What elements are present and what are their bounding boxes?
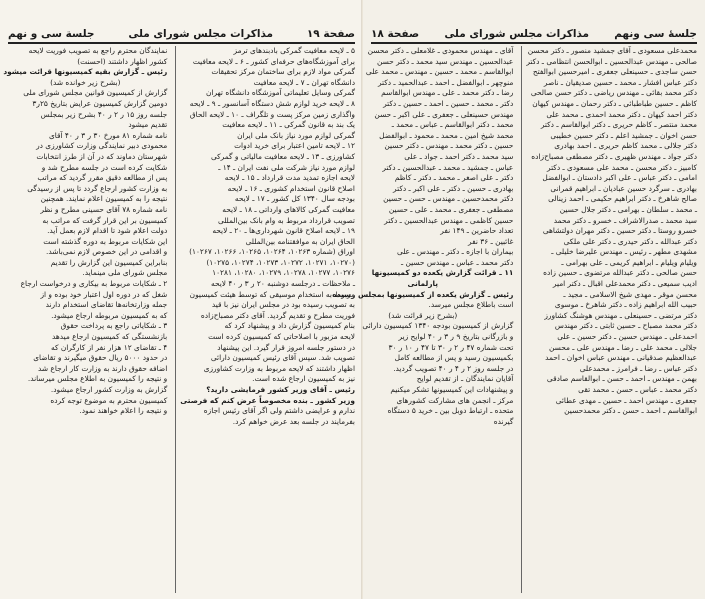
text-line: بهادری ـ حسین ـ دکتر ـ علی اکبر ـ دکتر: [393, 183, 514, 193]
text-line: سید محمد ـ دکتر احمد ـ جواد ـ علی: [404, 151, 514, 161]
text-line: بنام کمیسیون گزارش داد و پیشنهاد کرد که: [224, 321, 355, 331]
text-line: مربوط به استخدام موسیقی که توسط هیئت کمیسیون: [189, 289, 355, 299]
left-page-columns: [3, 46, 355, 593]
text-line: ۱۱ ـ قرائت گزارش یکعده دو کمیسیونها: [371, 268, 514, 278]
text-line: یک بند به قانون گمرکی ـ ۱۱ ـ لایحه معافیت: [222, 120, 355, 130]
text-line: تقدیم میشود: [128, 120, 168, 130]
text-line: کشور اظهار داشتند (احسنت): [77, 56, 168, 66]
text-line: عبدالحسین ـ مهندس سید محمد ـ دکتر حسن: [376, 56, 514, 66]
text-line: ـ ملاحظات ـ درجلسه دوشنبه ۲۰ ر ۳ ر ۴۰ لایحه: [210, 279, 355, 289]
text-line: کشاورزی ـ ۱۳ ـ لایحه معافیت مالیاتی و گمرکی: [210, 151, 355, 161]
text-line: ۲ ـ شکایات مربوط به بیکاری و درخواست ارجاع: [20, 279, 168, 289]
text-line: دکتر ـ محمد ـ حسین ـ احمد ـ حسین ـ دکتر: [383, 98, 514, 108]
text-line: صالح شاهرخ ـ دکتر ابراهیم حکیمی ـ احمد زینالی: [548, 194, 697, 204]
text-line: نامه شماره ۸۱ مورخ ۳۰ ر ۳ ر ۴۰ آقای: [48, 130, 168, 140]
text-line: دکتر محمد ـ عباس ـ مهندس حسین ـ: [400, 257, 514, 267]
text-line: دکتر جواد ـ مهندس ظهیری ـ دکتر مصطفی مصباح‌زاده: [531, 151, 697, 161]
text-line: تعداد حاضرین ـ ۱۴۹ نفر: [440, 226, 514, 236]
text-line: غائبین ـ ۳۶ نفر: [468, 236, 514, 246]
text-line: لایحه اجازه تمدید مدت قرارداد ـ ۱۵ ـ لایحه: [224, 173, 355, 183]
text-line: آقای ـ مهندس محمودی ـ غلامعلی ـ دکتر محسن: [367, 46, 514, 55]
text-line: دولت اعلام شود تا اقدام لازم بعمل آید.: [47, 226, 168, 236]
text-line: حسین ـ دکتر محمد ـ مهندس ـ دکتر حسین: [384, 141, 514, 151]
text-line: رضا ـ دکتر محمد ـ علی ـ مهندس ابوالقاسم: [381, 88, 514, 98]
text-line: اوراق (شماره ۱۰۲۶۳، ۱۰۲۶۴، ۱۰۲۶۵، ۱۰۲۶۶، ۱۰۲۶۷): [189, 247, 355, 257]
text-line: گمرکی وسایل تعلیماتی آموزشگاه دانشگاه تهران: [205, 88, 355, 98]
text-line: برای آموزشگاه‌های حرفه‌ای کشور ـ ۶ ـ لایحه معافیت: [192, 56, 355, 66]
text-line: و نتیجه را کمیسیون به اطلاع مجلس میرساند.: [27, 374, 168, 384]
text-line: دکتر عباس افشار ـ محمد ـ حسین صدیقیان ـ ناصر: [543, 77, 697, 87]
right-page-right-column: [521, 46, 697, 593]
text-line: کامبیز ـ دکتر محسن ـ محمد علی مسعودی ـ دکتر: [547, 162, 697, 172]
text-line: ـ محمد ـ سلطان ـ بهرامی ـ دکتر جلال حسین: [559, 204, 697, 214]
text-line: عباس ـ جمشید ـ محمد ـ عبدالحسین ـ دکتر: [382, 162, 514, 172]
text-line: حبیب الله ابراهیم زاده ـ دکتر شاهرخ ـ موسوی: [554, 300, 697, 310]
text-line: منوچهر ـ ابوالفضل ـ احمد ـ عبدالحمید ـ دکتر: [377, 77, 514, 87]
text-line: رئیس ـ گزارش یکعده از کمیسیونها بمجلس رسیده: [332, 289, 514, 299]
text-line: دکتر محمد بقائی ـ مهندس ریاضی ـ دکتر حسن صالحی: [530, 88, 697, 98]
text-line: الحاق ایران به موافقتنامه بین‌المللی: [245, 236, 355, 246]
text-line: دانشگاه تهران ـ ۷ ـ لایحه معافیت: [253, 77, 355, 87]
text-line: جعفری ـ مهندس احمد ـ حسین ـ مهدی عطائی: [555, 395, 697, 405]
text-line: شکایت کرده است در جلسه مطرح شد و: [41, 162, 168, 172]
text-line: تصویب شد. سپس آقای رئیس کمیسیون دارائی: [210, 353, 355, 363]
text-line: رئیس ـ آقای وزیر کشور فرمایشی دارید؟: [206, 385, 355, 394]
text-line: گزارش از کمیسیون بودجه ۱۳۴۰ کمیسیون دارائی: [362, 321, 514, 331]
text-line: دکتر عبدالله ـ دکتر حیدری ـ دکتر علی ملکی: [563, 236, 697, 246]
text-line: بیماران با اجازه ـ دکتر ـ مهندس ـ علی: [396, 247, 514, 257]
text-line: واگذاری زمین مرکز پست و تلگراف ـ ۱۰ ـ لایحه الحاق: [189, 109, 355, 119]
text-line: ۱۰۲۷۶، ۱۰۲۷۷، ۱۰۲۷۸، ۱۰۲۷۹، ۱۰۲۸۰، ۱۰۲۸۱: [212, 268, 355, 278]
text-line: حسن ساجدی ـ حسینعلی جعفری ـ امیرحسین ابوالفتح: [532, 67, 697, 77]
text-line: ۱۲ ـ لایحه تامین اعتبار برای خرید ادوات: [234, 141, 355, 151]
text-line: مرکز ـ انجمن های مشارکت کشورهای: [396, 395, 514, 405]
text-line: حسین کاظمی ـ مهندس عبدالحسین ـ دکتر: [384, 215, 514, 225]
text-line: و اقدامی در این خصوص لازم نمی‌باشد.: [46, 247, 168, 257]
left-running-head: مذاکرات مجلس شورای ملی: [128, 28, 274, 40]
text-line: (بشرح زیر خوانده شد): [50, 77, 121, 87]
text-line: ۴ ـ تقاضای ۱۲ هزار نفر از کارگران که: [50, 342, 168, 352]
text-line: لایحه مزبور با اصلاحاتی که کمیسیون کرده است: [208, 332, 355, 342]
text-line: اظهار داشتند که لایحه مربوط به وزارت کشاورزی: [203, 363, 355, 373]
right-page-columns: [332, 46, 697, 593]
right-page-number: صفحة ١٨: [371, 28, 420, 40]
text-line: خسرو روستا ـ دکتر حسین ـ دکتر مهران دولتشاهی: [542, 226, 697, 236]
text-line: کمیسیون محترم به موضوع توجه کرده: [50, 395, 168, 405]
text-line: و پیشنهادات این کمیسیونها تشکر میکنیم: [390, 385, 514, 394]
text-line: ۱۹ ـ لایحه اصلاح قانون شهرداری‌ها ـ ۲۰ ـ لایحه: [212, 226, 355, 236]
text-line: گیرنده: [493, 416, 514, 426]
text-line: تحت شماره ۴۷ ر ۲ ر ۳۰ تا ۴۷ ر ۱۰ ر ۳۰: [388, 342, 514, 352]
text-line: محمد ـ دکتر ابوالقاسم ـ عباس ـ محمد ـ: [391, 120, 514, 130]
text-line: گمرکی لوازم مورد نیاز بانک ملی ایران: [237, 130, 355, 140]
text-line: فوریت مطرح و تقدیم گردید. آقای دکتر مصباح‌زاده: [200, 310, 355, 320]
text-line: در جلسه روز ۲ ر ۴ ر ۴۰ تصویب گردید.: [393, 363, 514, 373]
text-line: بنابراین کمیسیون این گزارش را تقدیم: [50, 257, 168, 267]
left-page-right-column: [175, 46, 355, 593]
text-line: نامه شماره ۷۸ آقای حسینی مطرح و نظر: [40, 204, 168, 214]
text-line: مهندس حسینعلی ـ جعفری ـ علی اکبر ـ حسن: [374, 109, 514, 119]
text-line: دکتر جلالی ـ محمد کاظم حریری ـ احمد بهادری: [554, 141, 697, 151]
text-line: بهادری ـ سرگرد حسین عبادیان ـ ابراهیم قمرانی: [550, 183, 697, 193]
text-line: شهرستان دماوند که در آن از طرز انتخابات: [36, 151, 168, 161]
text-line: نتیجه را به کمیسیون اعلام نمایند. همچنین: [40, 194, 168, 204]
text-line: اصلاح قانون استخدام کشوری ـ ۱۶ ـ لایحه: [227, 183, 355, 193]
text-line: و نتیجه را اعلام خواهند نمود.: [79, 406, 168, 416]
text-line: در حدود ۵۰۰۰ ریال حقوق میگیرند و تقاضای: [33, 353, 168, 363]
right-page-header: [371, 26, 697, 44]
right-page: [332, 0, 705, 599]
text-line: وزیر کشور ـ بنده مخصوصاً عرض کنم که فرصتی: [180, 395, 355, 405]
text-line: ندارم و عرایضی داشتم ولی اگر آقای رئیس اجازه: [203, 406, 355, 416]
text-line: احمدعلی ـ مهندس حسین ـ دکتر حسین ـ علی: [557, 332, 697, 342]
text-line: بازنشستگی که کمیسیون ارجاع میدهد: [51, 332, 168, 342]
text-line: جلالی ـ محمد علی ـ رضا ـ مهندس علی ـ محسن: [548, 342, 697, 352]
text-line: محمدعلی مسعودی ـ آقای جمشید منصور ـ دکتر محسن: [527, 46, 697, 55]
text-line: به وزارت کشور ارجاع گردد تا پس از رسیدگی: [27, 183, 168, 193]
text-line: بفرمایند در جلسه بعد عرض خواهم کرد.: [232, 416, 355, 426]
text-line: دکتر مرتضی ـ حسینعلی ـ مهندس هوشنگ کشاورز: [544, 310, 697, 320]
right-running-head: مذاکرات مجلس شورای ملی: [444, 28, 590, 40]
left-page-header: [8, 26, 355, 44]
text-line: محمودی دبیر نمایندگی وزارت کشاورزی در: [36, 141, 168, 151]
left-session-title: جلسة سی و نهم: [8, 28, 95, 40]
left-page-left-column: [3, 46, 167, 593]
text-line: که به کمیسیون مربوطه ارجاع میشود.: [51, 310, 168, 320]
text-line: به تصویب رسیده بود در مجلس ایران نیز با قید: [211, 300, 355, 310]
text-line: محسن موقر ـ مهدی شیخ الاسلامی ـ مجید ـ: [563, 289, 697, 299]
text-line: ادیب سمیعی ـ دکتر محمدعلی اقبال ـ دکتر امیر: [552, 279, 697, 289]
text-line: دکتر محمد مصباح ـ حسین ثابتی ـ دکتر مهندس: [554, 321, 697, 331]
text-line: نمایندگان محترم راجع به تصویب فوریت لایحه: [28, 46, 168, 55]
text-line: رئیس ـ گزارش بقیه کمیسیونها قرائت میشود: [3, 67, 168, 77]
right-session-title: جلسهٔ سی ونهم: [614, 28, 697, 40]
text-line: آقایان نمایندگان ـ از تقدیم لوایح: [416, 374, 514, 384]
text-line: سید محمد ـ صدرالاشراف ـ خسرو ـ دکتر محمد: [553, 215, 697, 225]
text-line: دکتر ـ علی اصغر ـ محمد ـ دکتر ـ کاظم: [394, 173, 514, 183]
text-line: مشهدی مطهر ـ رئیس ـ مهندس علیرضا خلیلی ـ: [551, 247, 697, 257]
text-line: کمیسیون بر این قرار گرفت که مراتب به: [42, 215, 168, 225]
text-line: دومین گزارش کمیسیون عرایض بتاریخ ۲۵ر۳: [32, 98, 168, 108]
text-line: محمد شیخ امین ـ محمد ـ محمود ـ ابوالفضل: [379, 130, 514, 140]
text-line: این شکایات مربوط به دوره گذشته است: [43, 236, 168, 246]
text-line: مصطفی ـ جعفری ـ محمد ـ علی ـ حسین: [388, 204, 514, 214]
text-line: حسن صالحی ـ دکتر عبدالله مرتضوی ـ حسین زاده: [543, 268, 697, 278]
text-line: دکتر محمدحسین ـ مهندس ـ حسن ـ حسین: [383, 194, 514, 204]
text-line: گزارش از کمیسیون قوانین مجلس شورای ملی: [23, 88, 168, 98]
text-line: عبدالعظیم صدقیانی ـ مهندس عباس اخوان ـ احمد: [545, 353, 697, 363]
text-line: و بازرگانی بتاریخ ۹ ر ۳ ر ۴۰ لوایح زیر: [398, 332, 514, 342]
text-line: ۵ ـ لایحه معافیت گمرکی بادبندهای ترمز: [233, 46, 355, 55]
text-line: معافیت گمرکی کالاهای وارداتی ـ ۱۸ ـ لایحه: [222, 204, 355, 214]
text-line: دکتر احمد کیهان ـ دکتر محمد احمدی ـ محمد علی: [546, 109, 697, 119]
text-line: دکتر عباس ـ رضا ـ فرامرز ـ محمدعلی: [579, 363, 697, 373]
text-line: امامی ـ دکتر عباس ـ علی اکبر دادستان ـ ابوالفضل: [542, 173, 697, 183]
text-line: ابوالقاسم ـ احمد ـ حسن ـ دکتر محمدحسین: [564, 406, 697, 416]
text-line: لوازم مورد نیاز شرکت ملی نفت ایران ـ ۱۴ ـ: [218, 162, 355, 172]
text-line: ابوالقاسم ـ محمد ـ حسین ـ مهندس ـ محمد علی: [365, 67, 514, 77]
text-line: (بشرح زیر قرائت شد): [388, 310, 458, 320]
text-line: متحده ـ ارتباط دوبل بین ـ خرید ۵ دستگاه: [387, 406, 514, 416]
text-line: جلسه روز ۱۵ ر ۲ ر ۴۰ بشرح زیر بمجلس: [40, 109, 168, 119]
text-line: در دستور جلسه امروز قرار گیرد. این پیشنهاد: [217, 342, 355, 352]
text-line: بودجه سال ۱۳۴۰ کل کشور ـ ۱۷ ـ لایحه: [234, 194, 355, 204]
text-line: (۱۰۲۷۰، ۱۰۲۷۱، ۱۰۲۷۲، ۱۰۲۷۳، ۱۰۲۷۴، ۱۰۲۷۵): [206, 257, 355, 267]
text-line: ۸ ـ لایحه خرید لوازم شش دستگاه آسانسور ـ ۹ ـ لایحه: [189, 98, 355, 108]
text-line: گزارش به وزارت کشور ارجاع میشود.: [50, 385, 168, 394]
text-line: است باطلاع مجلس میرسد.: [428, 300, 514, 310]
text-line: ۳ ـ شکایاتی راجع به پرداخت حقوق: [60, 321, 168, 331]
text-line: حسن اخوان ـ جمشید اعلم ـ دکتر حسین خطیبی: [550, 130, 697, 140]
text-line: محمد منتصر ـ کاظم حریری ـ دکتر ابوالقاسم ـ دکتر: [540, 120, 697, 130]
right-page-left-column: [332, 46, 513, 593]
text-line: مجلس شورای ملی مینماید.: [82, 268, 168, 278]
text-line: شغل که در دوره اول اعتبار خود بوده و از: [40, 289, 168, 299]
text-line: دکتر محمد ـ عباس ـ حسن ـ محمد تقی: [578, 385, 697, 394]
text-line: کاظم ـ حسین طباطبائی ـ دکتر رحمان ـ مهندس کیهان: [532, 98, 697, 108]
left-page-number: صفحة ١٩: [306, 28, 355, 40]
text-line: پس از مطالعه دقیق مقرر گردید که مراتب: [37, 173, 168, 183]
text-line: جمله وزارتخانه‌ها تقاضای استخدام دارند: [45, 300, 168, 310]
text-line: تصویب قرارداد مربوط به وام بانک بین‌المللی: [217, 215, 355, 225]
text-line: اضافه حقوق دارند به وزارت کار ارجاع شد: [38, 363, 168, 373]
text-line: بهمن ـ مهندس ـ احمد ـ حسن ـ ابوالقاسم صادقی: [546, 374, 697, 384]
text-line: صالحی ـ مهندس عبدالحسین ـ ابوالحسن انتظامی ـ دکتر: [526, 56, 697, 66]
text-line: گمرکی مواد لازم برای ساختمان مرکز تحقیقات: [211, 67, 355, 77]
text-line: نیز به کمیسیون ارجاع شده است.: [252, 374, 355, 384]
text-line: ویلیام ویلیام ـ ابراهیم کریمی ـ علی بهرامی ـ: [561, 257, 697, 267]
text-line: پارلمانی: [407, 279, 439, 289]
text-line: بکمیسیون رسید و پس از مطالعه کامل: [394, 353, 514, 363]
